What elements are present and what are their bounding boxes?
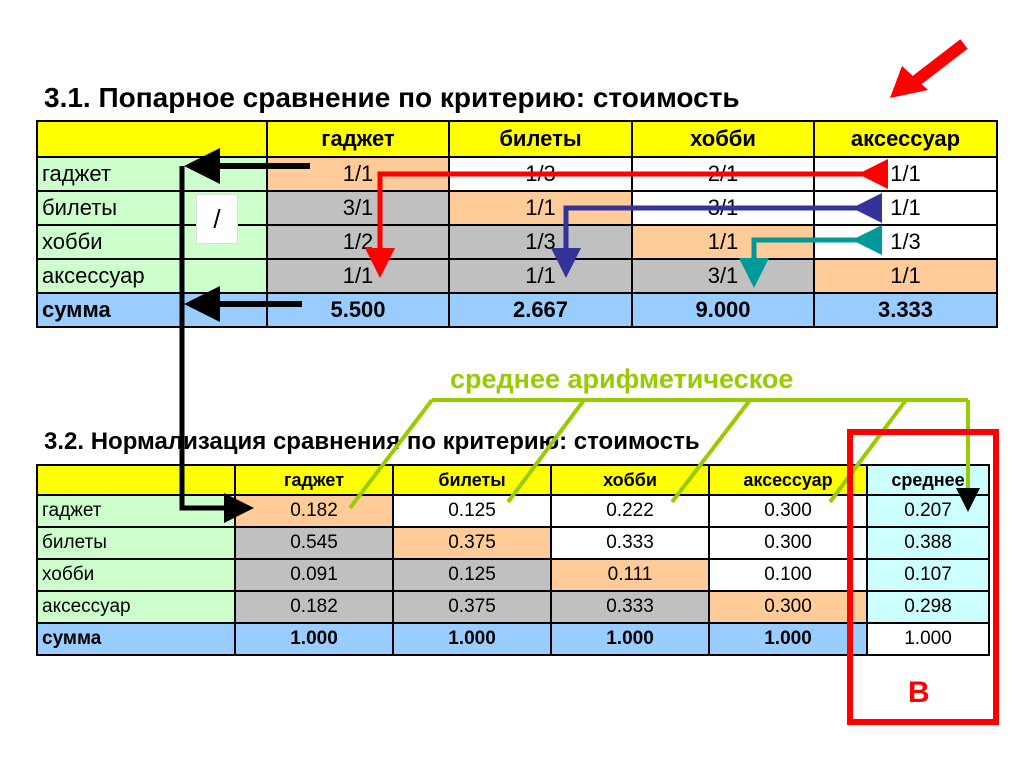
row-label: хобби xyxy=(37,225,267,259)
red-reciprocal-arrow xyxy=(380,174,868,268)
sum-cell: 3.333 xyxy=(814,293,997,327)
sum-cell: 1.000 xyxy=(393,623,551,655)
table-cell: 3/1 xyxy=(632,191,814,225)
table-cell: 0.300 xyxy=(709,527,867,559)
table-cell: 0.300 xyxy=(709,495,867,527)
sum-cell: 1.000 xyxy=(235,623,393,655)
sum-cell: 9.000 xyxy=(632,293,814,327)
sum-cell: 1.000 xyxy=(709,623,867,655)
row-label: билеты xyxy=(37,191,267,225)
column-header: гаджет xyxy=(267,121,449,157)
table-cell: 0.375 xyxy=(393,527,551,559)
result-vector-label: B xyxy=(908,676,930,709)
row-label: аксессуар xyxy=(37,259,267,293)
row-label: билеты xyxy=(37,527,235,559)
red-pointer-arrow-icon xyxy=(890,44,964,98)
table-cell: 0.111 xyxy=(551,559,709,591)
column-header: гаджет xyxy=(235,465,393,495)
table-cell: 1/1 xyxy=(814,259,997,293)
table-cell: 0.333 xyxy=(551,527,709,559)
table-cell: 1/1 xyxy=(449,259,632,293)
division-sign: / xyxy=(196,194,238,244)
row-label: гаджет xyxy=(37,157,267,191)
green-mean-brace xyxy=(350,400,968,508)
table-cell: 0.545 xyxy=(235,527,393,559)
sum-label: сумма xyxy=(37,293,267,327)
table-cell: 0.125 xyxy=(393,559,551,591)
section-title-normalization: 3.2. Нормализация сравнения по критерию: стоимость xyxy=(44,428,700,455)
row-label: гаджет xyxy=(37,495,235,527)
table-cell: 3/1 xyxy=(267,191,449,225)
table-cell: 1/1 xyxy=(814,191,997,225)
column-header-average: среднее xyxy=(867,465,989,495)
column-header: аксессуар xyxy=(814,121,997,157)
sum-cell: 1.000 xyxy=(551,623,709,655)
table-cell: 2/1 xyxy=(632,157,814,191)
average-cell: 0.207 xyxy=(867,495,989,527)
table-cell: 3/1 xyxy=(632,259,814,293)
column-header: билеты xyxy=(449,121,632,157)
table-cell: 0.091 xyxy=(235,559,393,591)
average-cell: 0.298 xyxy=(867,591,989,623)
table-cell: 0.125 xyxy=(393,495,551,527)
sum-cell: 2.667 xyxy=(449,293,632,327)
row-label: аксессуар xyxy=(37,591,235,623)
column-header: хобби xyxy=(551,465,709,495)
column-header: аксессуар xyxy=(709,465,867,495)
table-cell: 1/3 xyxy=(449,157,632,191)
average-cell: 0.388 xyxy=(867,527,989,559)
average-sum-cell: 1.000 xyxy=(867,623,989,655)
table-cell: 0.182 xyxy=(235,495,393,527)
table-cell: 1/1 xyxy=(267,259,449,293)
row-label: хобби xyxy=(37,559,235,591)
table-cell: 0.300 xyxy=(709,591,867,623)
section-title-pairwise: 3.1. Попарное сравнение по критерию: стоимость xyxy=(44,82,740,113)
sum-label: сумма xyxy=(37,623,235,655)
column-header: билеты xyxy=(393,465,551,495)
table-cell: 1/1 xyxy=(267,157,449,191)
table-cell: 1/2 xyxy=(267,225,449,259)
teal-reciprocal-arrow xyxy=(754,240,862,278)
average-column-frame xyxy=(850,432,996,722)
table-cell: 1/1 xyxy=(814,157,997,191)
table-cell: 0.100 xyxy=(709,559,867,591)
sum-cell: 5.500 xyxy=(267,293,449,327)
table-cell: 1/1 xyxy=(449,191,632,225)
table-cell: 1/3 xyxy=(814,225,997,259)
table-cell: 0.182 xyxy=(235,591,393,623)
table-cell: 0.333 xyxy=(551,591,709,623)
average-cell: 0.107 xyxy=(867,559,989,591)
column-header: хобби xyxy=(632,121,814,157)
table-cell: 1/1 xyxy=(632,225,814,259)
arithmetic-mean-callout: среднее арифметическое xyxy=(450,364,794,394)
table-cell: 0.375 xyxy=(393,591,551,623)
table-cell: 1/3 xyxy=(449,225,632,259)
black-connector-arrow xyxy=(182,166,244,508)
table-cell: 0.222 xyxy=(551,495,709,527)
